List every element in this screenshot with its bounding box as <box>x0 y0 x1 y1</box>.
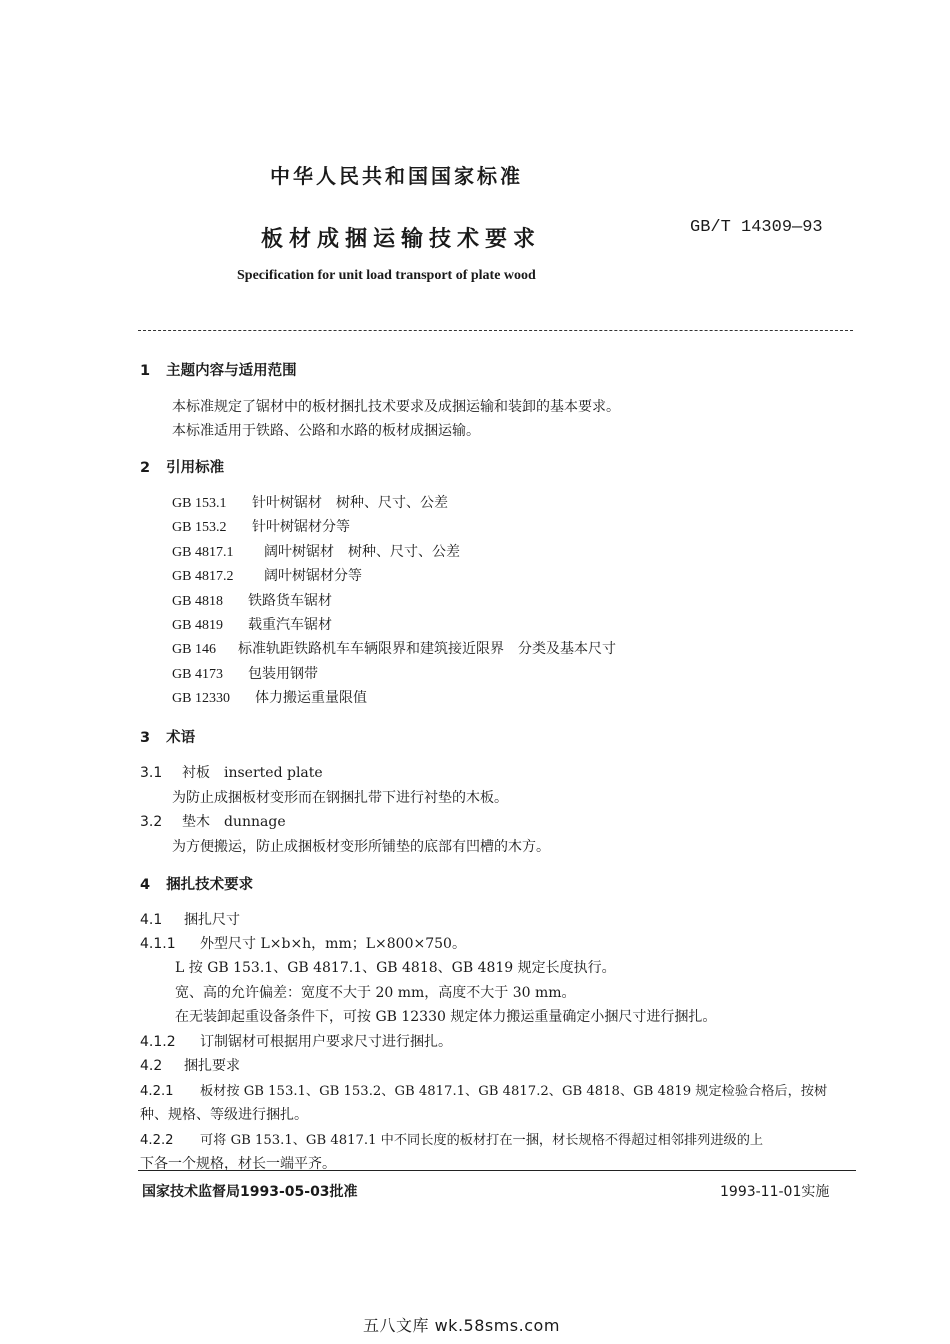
paragraph: 本标准规定了锯材中的板材捆扎技术要求及成捆运输和装卸的基本要求。 <box>172 399 620 415</box>
clause-text: 外型尺寸 L×b×h，mm；L×800×750。 <box>200 936 466 952</box>
reference-item <box>172 541 460 561</box>
clause-text: 订制锯材可根据用户要求尺寸进行捆扎。 <box>200 1034 452 1050</box>
clause-text: 可将 GB 153.1、GB 4817.1 中不同长度的板材打在一捆，材长规格不得超过相邻排列进级的上 <box>200 1133 764 1148</box>
reference-code: GB 12330 <box>172 691 230 706</box>
reference-title: 包装用钢带 <box>248 666 318 682</box>
standard-code: GB/T 14309—93 <box>690 218 823 237</box>
reference-title: 铁路货车锯材 <box>248 593 332 609</box>
term-definition: 为防止成捆板材变形而在钢捆扎带下进行衬垫的木板。 <box>172 790 508 806</box>
header-divider <box>138 330 853 331</box>
term-name: 衬板 inserted plate <box>182 765 323 781</box>
reference-code: GB 4819 <box>172 618 223 633</box>
clause-text: 宽、高的允许偏差：宽度不大于 20 mm，高度不大于 30 mm。 <box>175 985 576 1001</box>
clause-4-2-2 <box>140 1129 763 1148</box>
clause-4-2-1 <box>140 1080 827 1099</box>
clause-text: 种、规格、等级进行捆扎。 <box>140 1107 308 1123</box>
standard-title-english: Specification for unit load transport of plate wood <box>237 268 536 283</box>
reference-item <box>172 565 362 585</box>
reference-item <box>172 638 616 658</box>
clause-number: 4.1.2 <box>140 1034 176 1050</box>
section-1-heading <box>140 359 297 380</box>
clause-title: 捆扎要求 <box>184 1058 240 1074</box>
section-title: 引用标准 <box>166 460 225 476</box>
clause-4-2 <box>140 1055 240 1075</box>
reference-code: GB 4173 <box>172 667 223 682</box>
clause-text: L 按 GB 153.1、GB 4817.1、GB 4818、GB 4819 规定长度执行。 <box>175 960 616 976</box>
clause-number: 4.1 <box>140 912 163 928</box>
reference-title: 针叶树锯材分等 <box>252 519 350 535</box>
section-number: 4 <box>140 877 151 893</box>
section-4-heading <box>140 873 253 894</box>
reference-code: GB 4817.2 <box>172 569 234 584</box>
clause-text: 在无装卸起重设备条件下，可按 GB 12330 规定体力搬运重量确定小捆尺寸进行捆扎。 <box>175 1009 717 1025</box>
reference-code: GB 4818 <box>172 594 223 609</box>
reference-code: GB 153.1 <box>172 496 227 511</box>
reference-title: 针叶树锯材 树种、尺寸、公差 <box>252 495 448 511</box>
approval-line: 国家技术监督局1993-05-03批准 <box>142 1184 358 1200</box>
clause-number: 4.2.2 <box>140 1133 174 1148</box>
term-name: 垫木 dunnage <box>182 814 286 830</box>
section-number: 3 <box>140 730 151 746</box>
clause-number: 3.2 <box>140 814 163 830</box>
section-title: 捆扎技术要求 <box>166 877 254 893</box>
section-number: 1 <box>140 363 151 379</box>
section-title: 主题内容与适用范围 <box>166 363 297 379</box>
term-3-1 <box>140 762 323 782</box>
standard-title: 板材成捆运输技术要求 <box>261 227 542 252</box>
reference-item <box>172 492 448 512</box>
reference-item <box>172 590 332 610</box>
footer-divider <box>138 1170 856 1171</box>
term-3-2 <box>140 811 286 831</box>
term-definition: 为方便搬运，防止成捆板材变形所铺垫的底部有凹槽的木方。 <box>172 839 550 855</box>
reference-title: 体力搬运重量限值 <box>255 690 367 706</box>
watermark-text: 五八文库 wk.58sms.com <box>363 1316 560 1335</box>
clause-number: 4.1.1 <box>140 936 176 952</box>
section-3-heading <box>140 726 195 747</box>
section-2-heading <box>140 456 224 477</box>
reference-code: GB 4817.1 <box>172 545 234 560</box>
clause-number: 4.2 <box>140 1058 163 1074</box>
reference-title: 标准轨距铁路机车车辆限界和建筑接近限界 分类及基本尺寸 <box>238 641 616 657</box>
reference-title: 阔叶树锯材分等 <box>264 568 362 584</box>
reference-title: 载重汽车锯材 <box>248 617 332 633</box>
clause-4-1 <box>140 909 240 929</box>
clause-number: 4.2.1 <box>140 1084 174 1099</box>
clause-number: 3.1 <box>140 765 163 781</box>
implementation-date: 1993-11-01实施 <box>720 1184 830 1200</box>
clause-text: 板材按 GB 153.1、GB 153.2、GB 4817.1、GB 4817.2、GB 4818、GB 4819 规定检验合格后，按树 <box>200 1084 828 1099</box>
section-title: 术语 <box>166 730 196 746</box>
reference-item <box>172 614 332 634</box>
clause-4-1-2 <box>140 1031 452 1051</box>
clause-text: 下各一个规格，材长一端平齐。 <box>140 1156 336 1172</box>
reference-item <box>172 687 367 707</box>
reference-title: 阔叶树锯材 树种、尺寸、公差 <box>264 544 460 560</box>
reference-code: GB 146 <box>172 642 216 657</box>
section-number: 2 <box>140 460 151 476</box>
paragraph: 本标准适用于铁路、公路和水路的板材成捆运输。 <box>172 423 480 439</box>
clause-4-1-1 <box>140 933 466 953</box>
reference-item <box>172 516 350 536</box>
reference-code: GB 153.2 <box>172 520 227 535</box>
clause-title: 捆扎尺寸 <box>184 912 240 928</box>
reference-item <box>172 663 318 683</box>
standard-org-title: 中华人民共和国国家标准 <box>270 164 523 188</box>
